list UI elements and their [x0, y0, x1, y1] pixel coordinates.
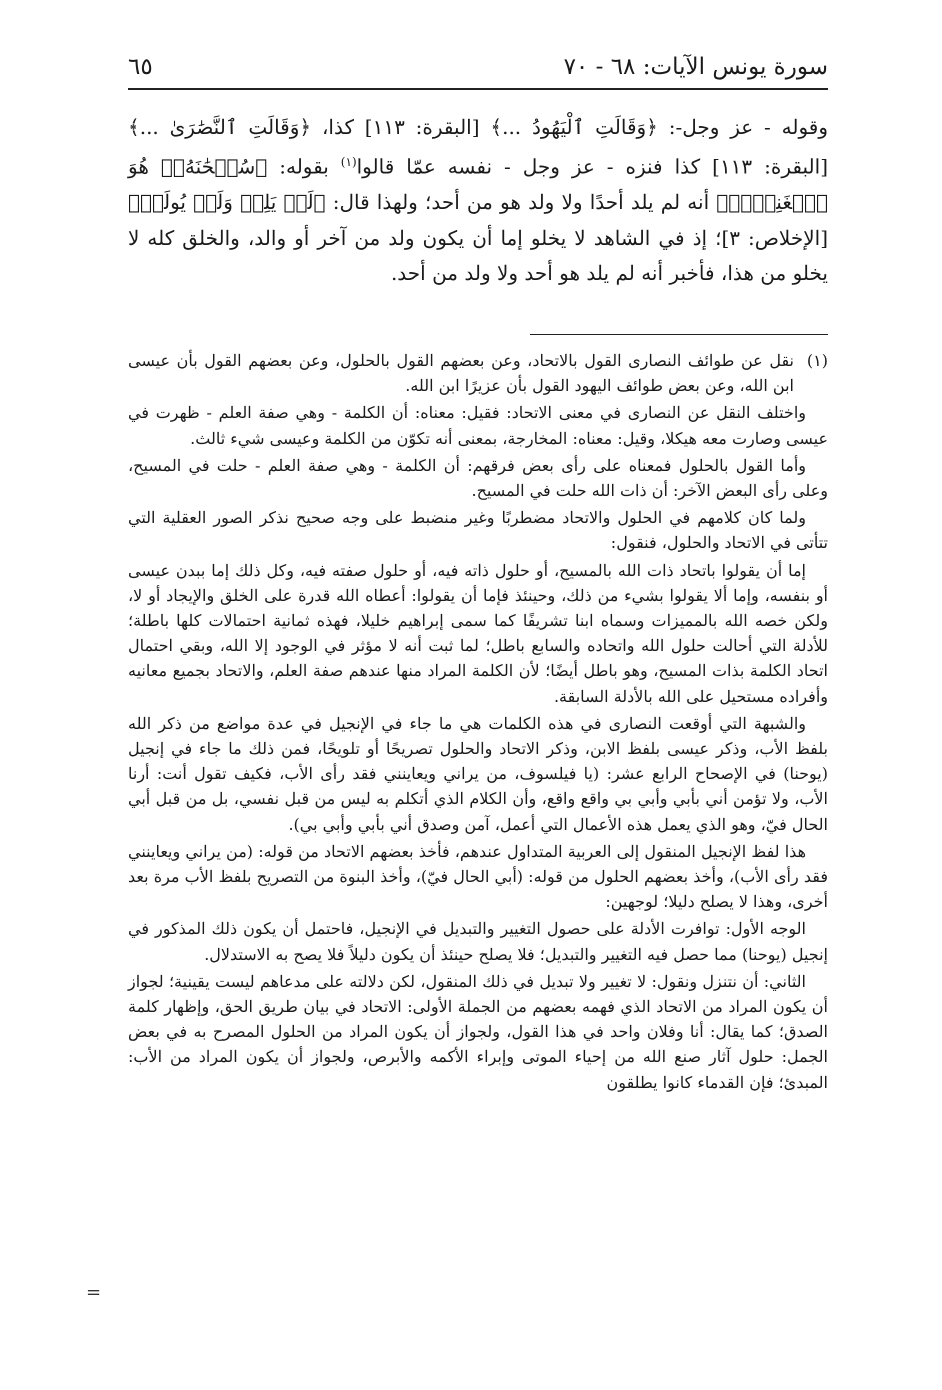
running-title: سورة يونس الآيات: ٦٨ - ٧٠ [563, 54, 828, 80]
footnote-1-para-9: الثاني: أن نتنزل ونقول: لا تغيير ولا تبديل في ذلك المنقول، لكن دلالته على مدعاهم ليست يقينية؛ لجواز أن يكون المراد من الاتحاد الذي فهمه بعضهم من الجملة الأولى: الاتحاد في بيان طريق الحق، وإظهار كلمة الصدق؛ كما يقال: أنا وفلان واحد في هذا القول، ولجواز أن يكون المراد من الحلول المصرح به في بعض الجمل: حلول آثار صنع الله من إحياء الموتى وإبراء الأكمه والأبرص، ولجواز أن يكون المراد من الأب: المبدئ؛ فإن القدماء كانوا يطلقون [128, 971, 828, 1092]
footnote-1-para-2: واختلف النقل عن النصارى في معنى الاتحاد: فقيل: معناه: أن الكلمة - وهي صفة العلم - ظهرت في عيسى وصارت معه هيكلا، وقيل: معناه: المخارجة، بمعنى أنه تكوّن من الكلمة وعيسى شيء ثالث. [128, 403, 828, 448]
footnote-1-para-7: هذا لفظ الإنجيل المنقول إلى العربية المتداول عندهم، فأخذ بعضهم الاتحاد من قوله: (من يراني ويعاينني فقد رأى الأب)، وأخذ بعضهم الحلول من قوله: (أبي الحال فيّ)، وأخذ البنوة من التصريح بلفظ الأب مرة بعد أخرى، وهذا لا يصلح دليلا؛ لوجهين: [128, 841, 828, 912]
footnotes [128, 348, 828, 1097]
footnote-1-para-6: والشبهة التي أوقعت النصارى في هذه الكلمات هي ما جاء في الإنجيل في عدة مواضع من ذكر الله بلفظ الأب، وذكر عيسى بلفظ الابن، وذكر الاتحاد والحلول تصريحًا أو تلويحًا، فمن ذلك ما جاء في إنجيل (يوحنا) في الإصحاح الرابع عشر: (يا فيلسوف، من يراني ويعاينني فقد رأى الأب، فكيف تقول أنت: أرنا الأب، ولا تؤمن أني بأبي وأبي بي واقع واقع، وأن الكلام الذي أتكلم به ليس من قبل نفسي، بل من قبل أبي الحال فيّ، وهو الذي يعمل هذه الأعمال التي أعمل، آمن وصدق أني بأبي وأبي بي). [128, 713, 829, 834]
header-rule [128, 88, 828, 90]
footnote-text: نقل عن طوائف النصارى القول بالاتحاد، وعن بعضهم القول بالحلول، وعن بعضهم القول بأن عيسى ابن الله، وعن بعض طوائف اليهود القول بأن عزيرًا ابن الله. [128, 351, 794, 396]
footnote-1-para-4: ولما كان كلامهم في الحلول والاتحاد مضطربًا وغير منضبط على وجه صحيح نذكر الصور العقلية التي تتأتى في الاتحاد والحلول، فنقول: [128, 508, 828, 553]
footnote-number: (١) [806, 351, 828, 370]
footnote-1-para-8: الوجه الأول: توافرت الأدلة على حصول التغيير والتبديل في الإنجيل، فاحتمل أن يكون ذلك المذكور في إنجيل (يوحنا) مما حصل فيه التغيير والتبديل؛ فلا يصلح حينئذ أن يكون دليلاً فلا يصح به الاستدلال. [128, 919, 828, 964]
margin-mark: = [86, 1282, 102, 1303]
footnote-1-para-1 [128, 348, 828, 398]
page-number: ٦٥ [128, 54, 153, 80]
main-text-part1: وقوله - عز وجل-: ﴿وَقَالَتِ ٱلْيَهُودُ ...﴾ [البقرة: ١١٣] كذا، ﴿وَقَالَتِ ٱلنَّصَٰرَىٰ ...﴾ [البقرة: ١١٣] كذا فنزه - عز وجل - نفسه عمّا قالوا [128, 115, 828, 180]
footnote-1-para-3: وأما القول بالحلول فمعناه على رأى بعض فرقهم: أن الكلمة - وهي صفة العلم - حلت في المسيح، وعلى رأى البعض الآخر: أن ذات الله حلت في المسيح. [128, 455, 828, 501]
page-header [128, 48, 828, 90]
main-text-part2: بقوله: ﴿سُبۡحَٰنَهُۥۖ هُوَ ٱلۡغَنِيُّۖ﴾ أنه لم يلد أحدًا ولا ولد هو من أحد؛ ولهذا قال: ﴿لَمۡ يَلِدۡ وَلَمۡ يُولَدۡ﴾ [الإخلاص: ٣]؛ إذ في الشاهد لا يخلو إما أن يكون ولد من آخر أو والد، والخلق كله لا يخلو من هذا، فأخبر أنه لم يلد هو أحد ولا ولد من أحد. [128, 155, 828, 286]
footnote-separator [530, 334, 828, 335]
footnote-1-para-5: إما أن يقولوا باتحاد ذات الله بالمسيح، أو حلول ذاته فيه، أو حلول صفته فيه، وكل ذلك إما ببدن عيسى أو بنفسه، وإما ألا يقولوا بشيء من ذلك، وحينئذ فإما أن يقولوا: أعطاه الله قدرة على الخلق والإيجاد أو لا، ولكن خصه الله بالمميزات وسماه ابنا تشريفًا كما سمى إبراهيم خليلا، فهذه ثمانية احتمالات كلها باطلة؛ للأدلة التي أحالت حلول الله واتحاده والسابع باطل؛ لما ثبت أنه لا مؤثر في الوجود إلا الله، وبقي احتمال اتحاد الكلمة بذات المسيح، وهو باطل أيضًا؛ لأن الكلمة المراد منها عندهم صفة العلم، والاتحاد بجميع معانيه وأفراده مستحيل على الله بالأدلة السابقة. [128, 560, 829, 706]
main-text [128, 110, 828, 292]
footnote-reference[interactable]: (١) [340, 155, 357, 170]
